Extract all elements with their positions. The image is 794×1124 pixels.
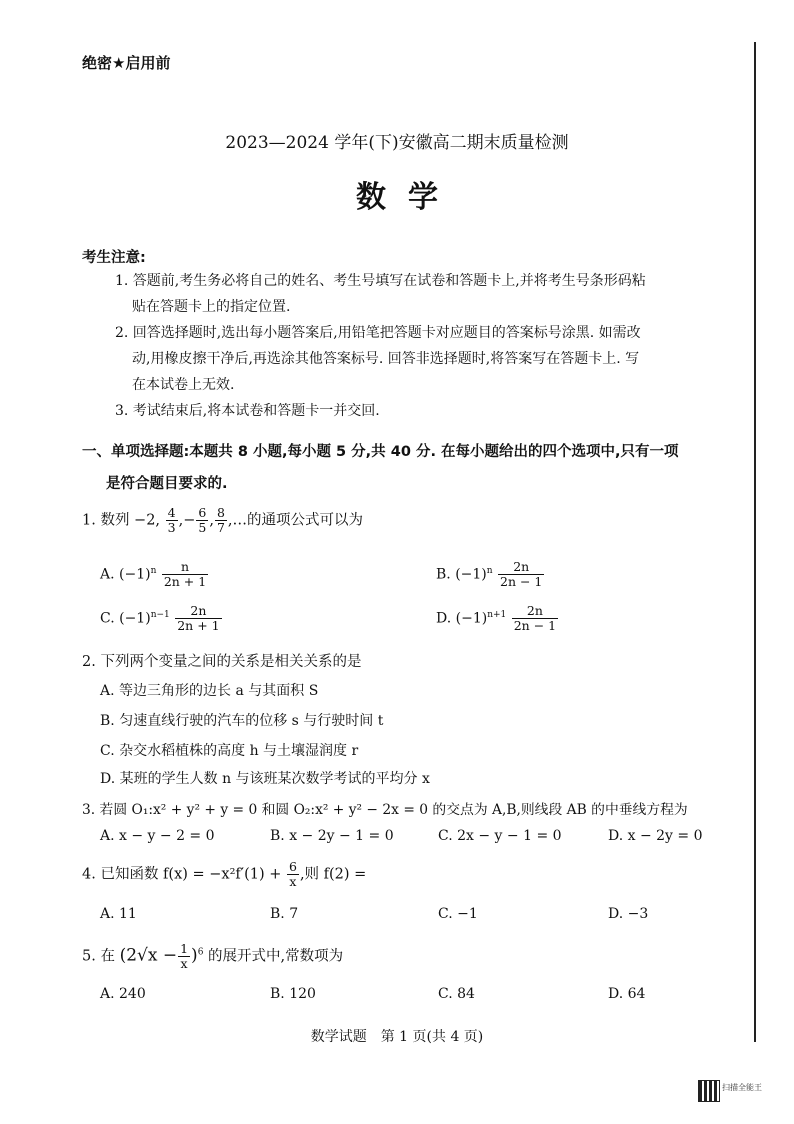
q1-option-d [436, 604, 559, 633]
q3-option-a: A. x − y − 2 = 0 [100, 828, 215, 844]
option-fraction [162, 560, 208, 589]
option-fraction [498, 560, 544, 589]
frac-num: 4 [167, 505, 176, 520]
frac-den: 2n − 1 [500, 574, 543, 589]
q1-option-a [100, 560, 209, 589]
frac-den: 7 [216, 520, 225, 535]
option-exponent: n [150, 565, 157, 576]
frac-den: 5 [198, 520, 207, 535]
q1-fraction-3 [215, 506, 227, 535]
question-4 [82, 860, 366, 889]
option-fraction [512, 604, 558, 633]
q1-prefix: 1. 数列 −2, [82, 512, 161, 529]
frac-num: n [162, 560, 208, 575]
q1-fraction-2 [196, 506, 208, 535]
q2-option-b: B. 匀速直线行驶的汽车的位移 s 与行驶时间 t [100, 713, 384, 729]
frac-den: x [289, 874, 297, 889]
page-footer: 数学试题 第 1 页(共 4 页) [310, 1029, 484, 1045]
qr-code-icon [698, 1080, 720, 1102]
option-label: A. (−1) [100, 566, 151, 583]
q5-expr-left: (2√x − [119, 945, 178, 966]
notice-line: 2. 回答选择题时,选出每小题答案后,用铅笔把答题卡对应题目的答案标号涂黑. 如需改 [115, 325, 641, 341]
subject-title: 数学 [356, 180, 460, 215]
notice-line: 3. 考试结束后,将本试卷和答题卡一并交回. [115, 403, 380, 419]
q5-prefix: 5. 在 [82, 948, 115, 965]
q4-prefix: 4. 已知函数 f(x) = −x²f′(1) + [82, 866, 282, 883]
q1-suffix: ,…的通项公式可以为 [227, 512, 363, 529]
q5-option-a: A. 240 [100, 986, 146, 1002]
section-heading: 一、单项选择题:本题共 8 小题,每小题 5 分,共 40 分. 在每小题给出的四个选项中,只有一项 [82, 444, 679, 460]
q5-option-c: C. 84 [438, 986, 475, 1002]
option-label: C. (−1) [100, 610, 151, 627]
q5-suffix: 的展开式中,常数项为 [208, 948, 344, 965]
q4-option-d: D. −3 [608, 906, 649, 922]
q4-option-a: A. 11 [100, 906, 137, 922]
q4-suffix: ,则 f(2) = [299, 866, 367, 883]
q2-option-d: D. 某班的学生人数 n 与该班某次数学考试的平均分 x [100, 771, 430, 787]
section-heading-cont: 是符合题目要求的. [106, 476, 228, 492]
frac-den: 2n − 1 [513, 618, 557, 633]
question-1: 1. 数列 −2, $\frac{4}{3}$ ,− $\frac{6}{5}$ , $\frac{8}{7}$ ,…的通项公式可以为 [82, 505, 363, 535]
frac-den: 3 [167, 520, 176, 535]
frac-num: 2n [512, 604, 558, 619]
q4-option-c: C. −1 [438, 906, 478, 922]
q5-expr-right: ) [191, 945, 198, 966]
q1-fraction-1 [166, 506, 178, 535]
frac-den: 2n + 1 [177, 618, 220, 633]
q2-option-c: C. 杂交水稻植株的高度 h 与土壤湿润度 r [100, 743, 359, 759]
q1-option-c [100, 604, 223, 633]
option-exponent: n+1 [487, 609, 507, 620]
question-5 [82, 942, 343, 971]
q5-option-b: B. 120 [270, 986, 316, 1002]
q3-option-d: D. x − 2y = 0 [608, 828, 703, 844]
q1-option-b [436, 560, 545, 589]
q2-option-a: A. 等边三角形的边长 a 与其面积 S [100, 683, 319, 699]
frac-den: x [180, 956, 188, 971]
question-2-stem: 2. 下列两个变量之间的关系是相关关系的是 [82, 654, 362, 670]
notice-line: 贴在答题卡上的指定位置. [132, 299, 291, 315]
confidential-mark: 绝密★启用前 [82, 54, 171, 72]
q3-option-b: B. x − 2y − 1 = 0 [270, 828, 394, 844]
option-exponent: n [486, 565, 493, 576]
q4-option-b: B. 7 [270, 906, 299, 922]
q3-option-c: C. 2x − y − 1 = 0 [438, 828, 562, 844]
notice-line: 1. 答题前,考生务必将自己的姓名、考生号填写在试卷和答题卡上,并将考生号条形码粘 [115, 273, 646, 289]
frac-num: 6 [288, 859, 297, 874]
option-label: D. (−1) [436, 610, 488, 627]
q4-fraction [287, 860, 299, 889]
q5-option-d: D. 64 [608, 986, 646, 1002]
question-3-stem: 3. 若圆 O₁:x² + y² + y = 0 和圆 O₂:x² + y² − 2x = 0 的交点为 A,B,则线段 AB 的中垂线方程为 [82, 802, 688, 818]
notice-heading: 考生注意: [82, 250, 146, 266]
notice-line: 动,用橡皮擦干净后,再选涂其他答案标号. 回答非选择题时,将答案写在答题卡上. 写 [132, 351, 640, 367]
notice-line: 在本试卷上无效. [132, 377, 235, 393]
frac-num: 8 [216, 505, 225, 520]
option-label: B. (−1) [436, 566, 487, 583]
option-exponent: n−1 [150, 609, 170, 620]
frac-den: 2n + 1 [163, 574, 207, 589]
exam-title: 2023—2024 学年(下)安徽高二期末质量检测 [225, 133, 569, 153]
scanner-watermark: 扫描全能王 [722, 1083, 762, 1092]
frac-num: 6 [198, 505, 207, 520]
q5-fraction [178, 942, 190, 971]
frac-num: 1 [180, 941, 189, 956]
option-fraction [175, 604, 221, 633]
frac-num: 2n [175, 604, 221, 619]
frac-num: 2n [498, 560, 544, 575]
q5-power: 6 [197, 947, 204, 958]
